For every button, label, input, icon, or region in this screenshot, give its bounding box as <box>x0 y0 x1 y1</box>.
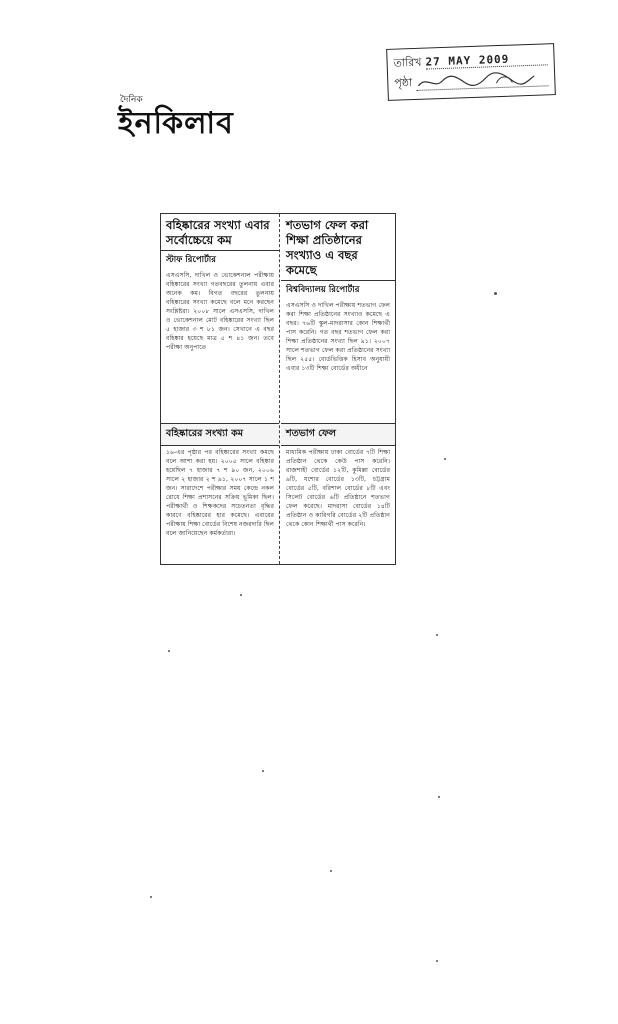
signature-scribble <box>416 71 549 91</box>
date-stamp <box>386 43 556 101</box>
article-right-subhead: শতভাগ ফেল <box>281 423 395 446</box>
scan-speck <box>436 634 438 636</box>
article-right-body-continued: মাধ্যমিক পরীক্ষায় ঢাকা বোর্ডের ৭টি শিক্ষা প্রতিষ্ঠান থেকে কেউ পাস করেনি। রাজশাহী বোর্ডের ১২টি, কুমিল্লা বোর্ডের ৯টি, যশোর বোর্ডের ১৩টি, চট্টগ্রাম বোর্ডের ৫টি, বরিশাল বোর্ডের ৮টি এবং সিলেট বোর্ডের ৬টি প্রতিষ্ঠানে শতভাগ ফেল করেছে। মাদরাসা বোর্ডের ১৪টি প্রতিষ্ঠান ও কারিগরি বোর্ডের ২টি প্রতিষ্ঠান থেকে কোন শিক্ষার্থী পাস করেনি। <box>286 449 390 528</box>
article-left-byline: স্টাফ রিপোর্টার <box>166 255 216 265</box>
scan-speck <box>330 870 332 872</box>
stamp-date-label: তারিখ <box>393 55 422 70</box>
stamp-page-row <box>394 68 549 93</box>
stamp-date-value: 27 MAY 2009 <box>425 51 548 69</box>
article-left-body-continued: ১৬-এর পৃষ্ঠার পর বহিষ্কারের সংখ্যা কমছে বলে আশা করা হয়। ২০০৫ সালে বহিষ্কার হয়েছিল ৭ হাজার ৭ শ ৯০ জন, ২০০৬ সালে ২ হাজার ২ শ ৯১, ২০০৭ সালে ১ শ জন। সারাদেশে পরীক্ষার সময় কেন্দ্রে নকল রোধে শিক্ষা প্রশাসনের সক্রিয় ভূমিকা ছিল। পরীক্ষার্থী ও শিক্ষকদের সচেতনতা বৃদ্ধির কারণে বহিষ্কারের হার কমেছে। এবারের পরীক্ষায় শিক্ষা বোর্ডের বিশেষ নজরদারি ছিল বলে জানিয়েছেন কর্মকর্তারা। <box>166 449 274 537</box>
newspaper-masthead <box>118 92 234 141</box>
scan-speck <box>150 896 152 898</box>
scan-speck <box>262 770 264 772</box>
stamp-page-label: পৃষ্ঠা <box>394 75 413 90</box>
scan-speck <box>444 458 446 460</box>
article-left-body: এসএসসি, দাখিল ও ভোকেশনাল পরীক্ষায় বহিষ্কারের সংখ্যা গতবছরের তুলনায় এবার অনেক কম। বিগত বছরের তুলনায় বহিষ্কারের সংখ্যা কমেছে বলে মনে করছেন সংশ্লিষ্টরা। ২০০৮ সালে এসএসসি, দাখিল ও ভোকেশনাল মোট বহিষ্কারের সংখ্যা ছিল ৫ হাজার ৩ শ ৮১ জন। সেখানে এ বছর বহিষ্কার হয়েছে মাত্র ৫ শ ৪১ জন। তবে পরীক্ষা অনুপাতে <box>166 272 274 351</box>
article-right-column <box>281 214 395 564</box>
article-left-subhead: বহিষ্কারের সংখ্যা কম <box>161 423 279 446</box>
newspaper-clipping <box>160 213 396 565</box>
masthead-small-text: দৈনিক <box>120 95 143 105</box>
scan-speck <box>438 796 440 798</box>
scan-speck <box>168 650 170 652</box>
scan-speck <box>494 292 497 295</box>
article-right-body: এসএসসি ও দাখিল পরীক্ষায় শতভাগ ফেল করা শিক্ষা প্রতিষ্ঠানের সংখ্যাও কমেছে এ বছর। ৭৬টি স্কুল-মাদরাসার কোন শিক্ষার্থী পাস করেনি। গত বছর শতভাগ ফেল করা শিক্ষা প্রতিষ্ঠানের সংখ্যা ছিল ৯১। ২০০৭ সালে শতভাগ ফেল করা প্রতিষ্ঠানের সংখ্যা ছিল ২৫৫। বোর্ডভিত্তিক হিসাব অনুযায়ী এবার ১৩টি শিক্ষা বোর্ডের অধীনে <box>286 302 390 372</box>
article-left-headline: বহিষ্কারের সংখ্যা এবার সর্বোচ্চেয়ে কম <box>161 214 279 251</box>
article-right-headline: শতভাগ ফেল করা শিক্ষা প্রতিষ্ঠানের সংখ্যাও এ বছর কমেছে <box>281 214 395 281</box>
masthead-title: ইনকিলাব <box>118 106 234 141</box>
article-right-byline: বিশ্ববিদ্যালয় রিপোর্টার <box>286 285 360 295</box>
scan-speck <box>436 960 438 962</box>
article-left-column <box>161 214 280 564</box>
scan-speck <box>240 594 242 596</box>
